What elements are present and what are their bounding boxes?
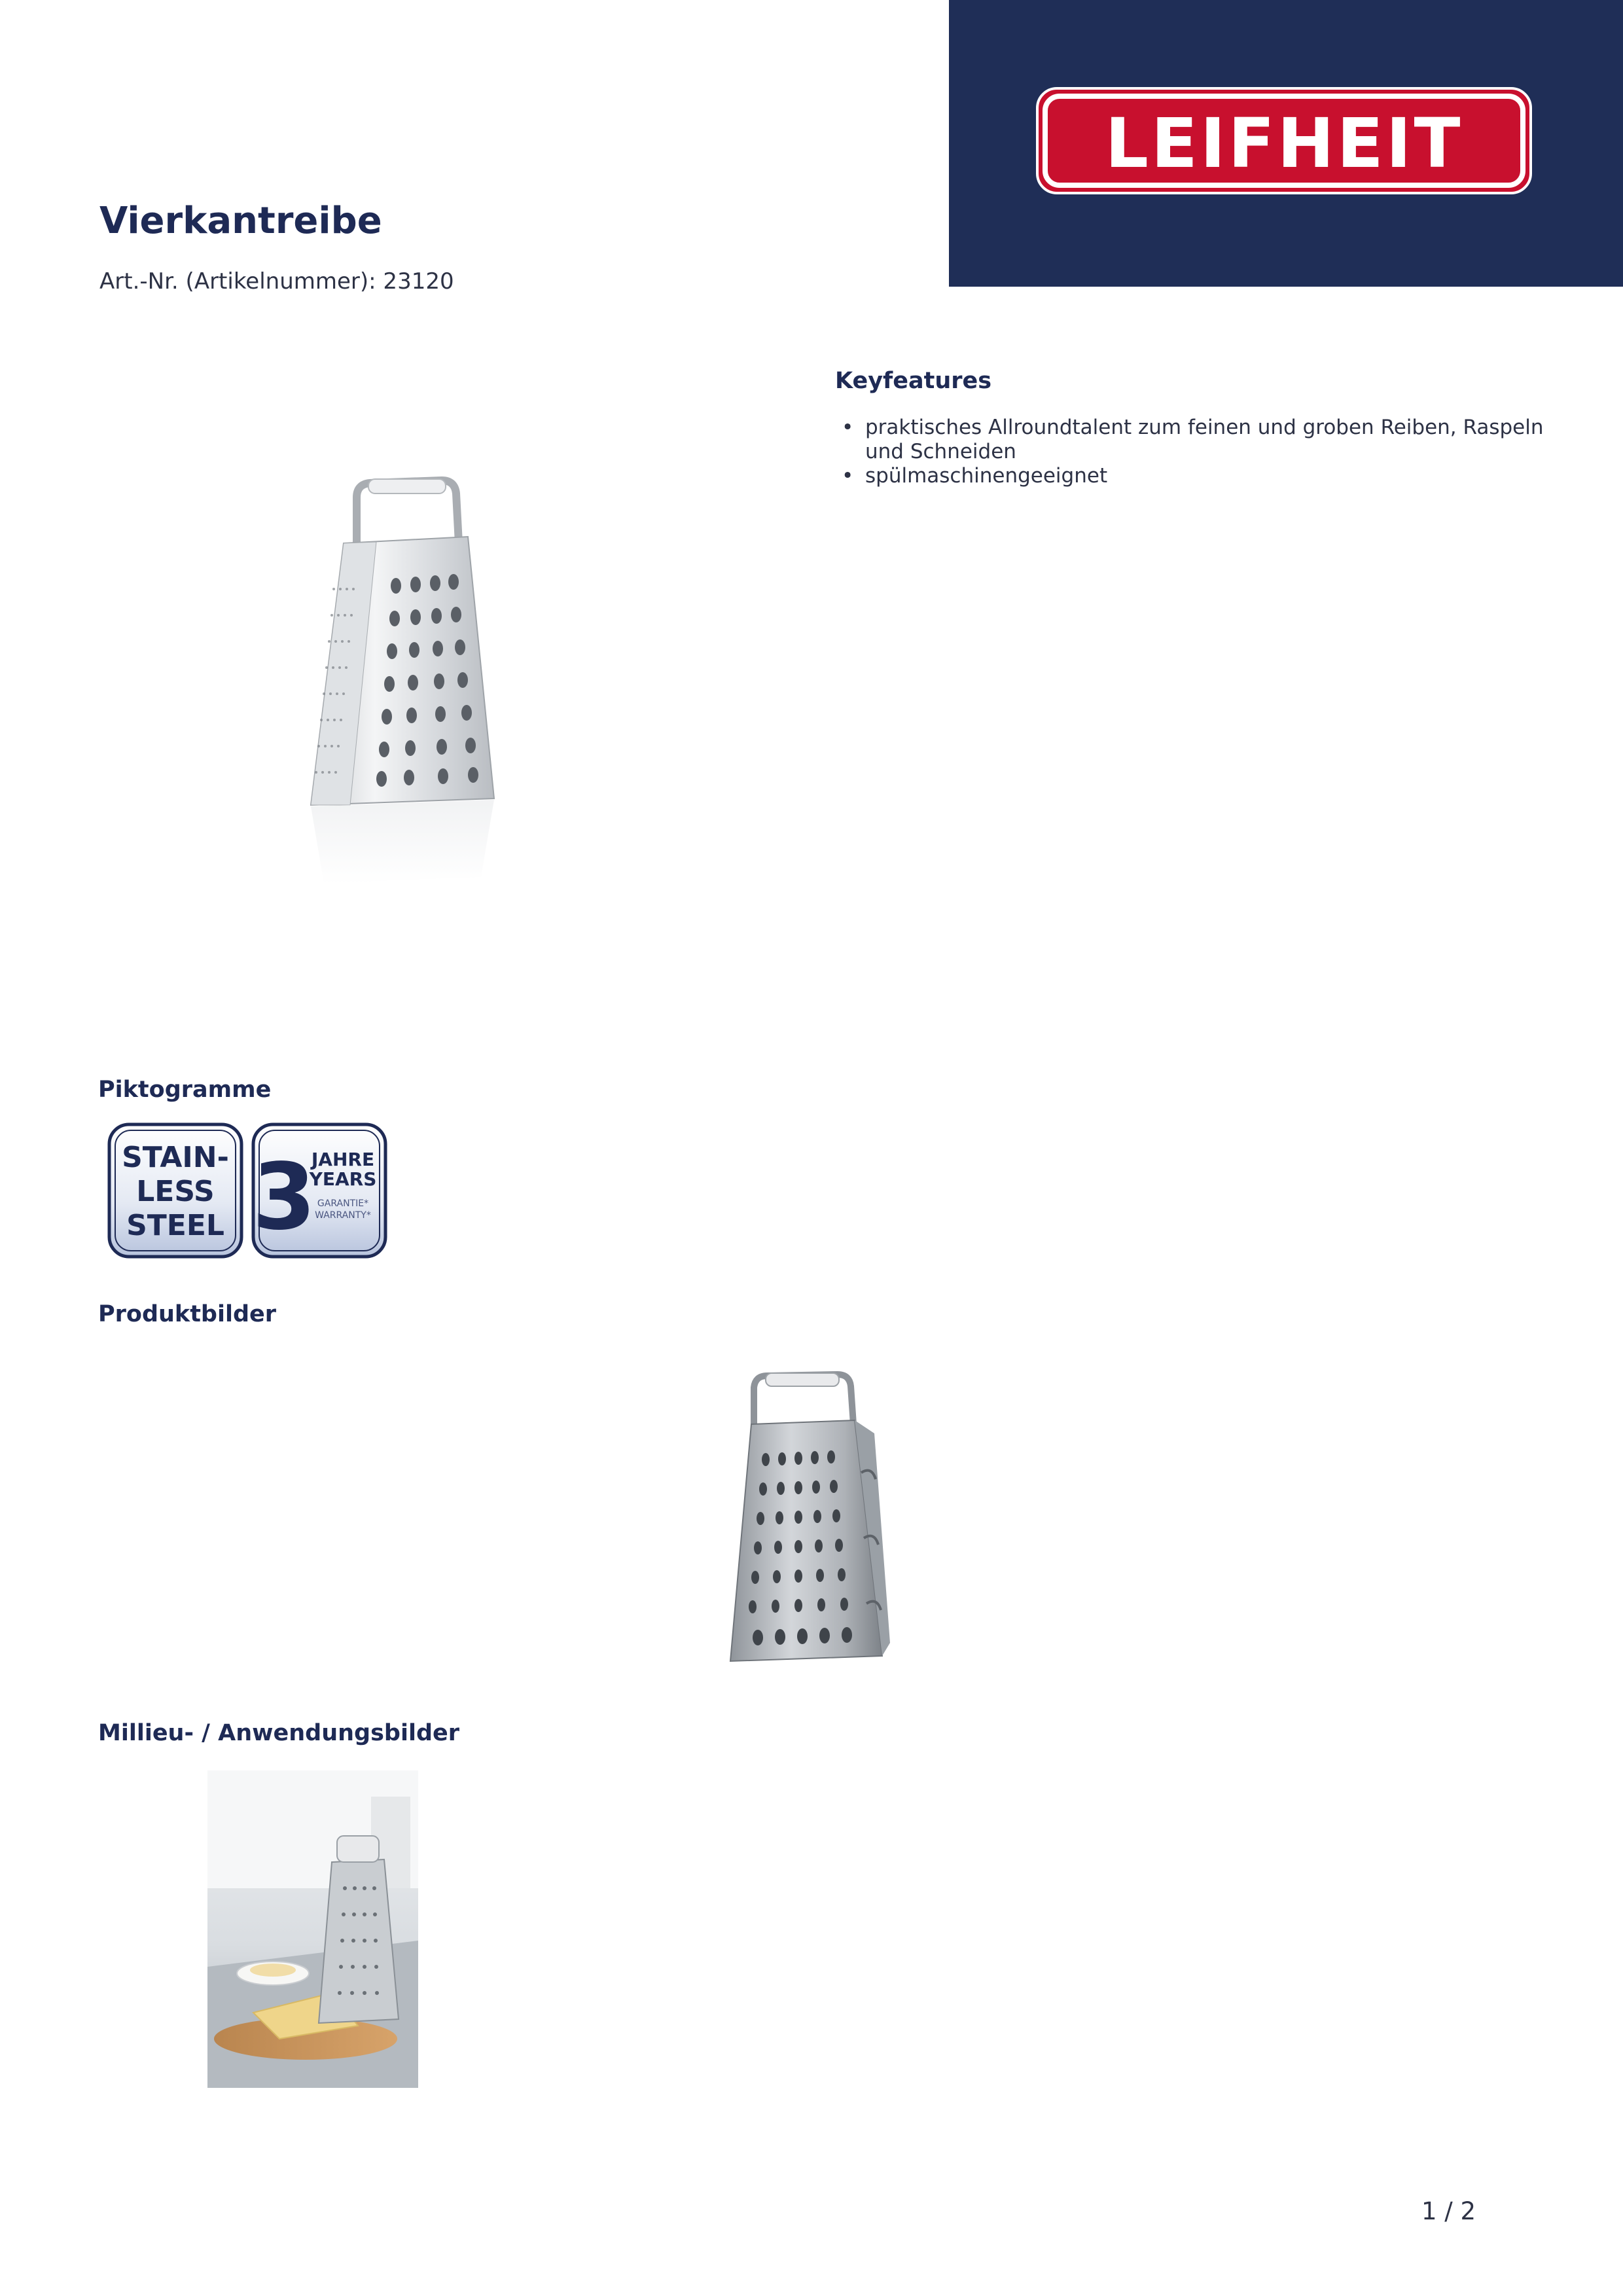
- keyfeature-text: spülmaschinengeeignet: [865, 464, 1108, 488]
- svg-text:GARANTIE*: GARANTIE*: [317, 1198, 369, 1209]
- bullet-icon: •: [842, 416, 854, 439]
- svg-text:STAIN-: STAIN-: [122, 1141, 229, 1174]
- product-images-heading: Produktbilder: [98, 1301, 277, 1327]
- product-image: [726, 1368, 890, 1682]
- usage-images-heading: Millieu- / Anwendungsbilder: [98, 1720, 460, 1746]
- warranty-pictogram: [251, 1122, 387, 1259]
- main-product-image: [304, 471, 501, 890]
- list-item: [835, 464, 1555, 488]
- svg-text:YEARS: YEARS: [309, 1168, 377, 1190]
- leifheit-logo: [1036, 87, 1532, 194]
- usage-image: [207, 1770, 418, 2088]
- brand-header: [949, 0, 1623, 287]
- page-number: 1 / 2: [1421, 2197, 1476, 2225]
- svg-text:WARRANTY*: WARRANTY*: [315, 1210, 371, 1221]
- stainless-steel-pictogram: [107, 1122, 243, 1259]
- list-item: [835, 416, 1555, 464]
- bullet-icon: •: [842, 464, 854, 488]
- keyfeatures-heading: Keyfeatures: [835, 368, 992, 394]
- svg-text:3: 3: [252, 1144, 316, 1251]
- svg-text:LESS: LESS: [136, 1175, 215, 1208]
- page-title: Vierkantreibe: [99, 200, 382, 242]
- svg-text:LEIFHEIT: LEIFHEIT: [1105, 103, 1463, 183]
- article-number: Art.-Nr. (Artikelnummer): 23120: [99, 268, 454, 295]
- pictograms-heading: Piktogramme: [98, 1077, 272, 1103]
- svg-text:STEEL: STEEL: [126, 1209, 224, 1242]
- keyfeatures-list: [835, 416, 1555, 488]
- keyfeature-text: praktisches Allroundtalent zum feinen und groben Reiben, Raspeln und Schneiden: [865, 416, 1544, 463]
- svg-text:JAHRE: JAHRE: [311, 1149, 375, 1170]
